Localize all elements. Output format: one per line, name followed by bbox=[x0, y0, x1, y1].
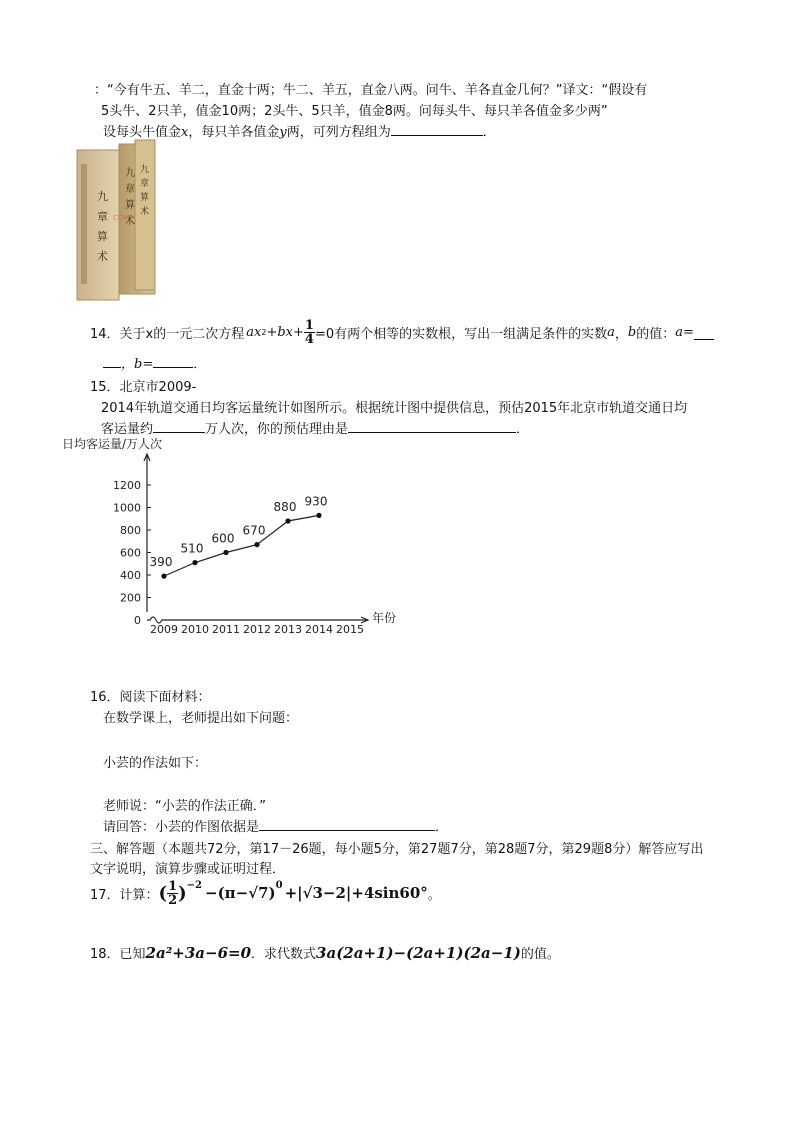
q14-line2: ，b= ． bbox=[103, 353, 206, 372]
x-tick-label: 2010 bbox=[181, 623, 209, 636]
q14-line1: 14．关于x的一元二次方程 ax 2 +bx+ $\frac{1}{4}$ =0有两个相等的实数根，写出一组满足条件的实数 a ， b 的值： a= bbox=[90, 319, 714, 346]
q16-line3: 小芸的作法如下： bbox=[103, 756, 208, 771]
var-x: x bbox=[181, 125, 189, 140]
fraction-one-half: $\frac{1}{2}$ bbox=[168, 878, 178, 908]
svg-text:术: 术 bbox=[97, 250, 108, 263]
svg-text:九: 九 bbox=[125, 168, 135, 179]
data-point bbox=[254, 542, 259, 547]
q16-line2: 在数学课上，老师提出如下问题： bbox=[103, 711, 299, 726]
y-tick-label: 1000 bbox=[113, 501, 141, 515]
q15-line1: 15．北京市2009- bbox=[90, 380, 197, 395]
x-tick-label: 2014 bbox=[305, 623, 333, 636]
section3-line2: 文字说明，演算步骤或证明过程． bbox=[90, 862, 286, 877]
section3-line1: 三、解答题（本题共72分，第17－26题，每小题5分，第27题7分，第28题7分，第29题8分）解答应写出 bbox=[90, 842, 704, 857]
book-watermark: COM bbox=[113, 214, 130, 222]
y-tick-label: 1200 bbox=[113, 479, 141, 492]
y-tick-label: 800 bbox=[120, 524, 141, 537]
q17-line: 17．计算： ( $\frac{1}{2}$ ) $^{-2}$ −(π−√7) $^0$ +|√3−2|+4sin60° 。 bbox=[90, 878, 441, 908]
svg-text:章: 章 bbox=[97, 210, 108, 223]
svg-text:术: 术 bbox=[125, 216, 135, 227]
data-label: 390 bbox=[149, 555, 173, 570]
y-tick-label: 200 bbox=[120, 591, 141, 605]
q15-line3: 客运量约 万人次，你的预估理由是 ． bbox=[101, 418, 529, 437]
svg-text:算: 算 bbox=[140, 193, 150, 203]
svg-text:章: 章 bbox=[125, 184, 135, 195]
data-label: 880 bbox=[273, 500, 297, 514]
q13-line3: 设每头牛值金x，每只羊各值金y两，可列方程组为 ． bbox=[103, 121, 496, 140]
data-label: 600 bbox=[211, 531, 235, 546]
q16-line1: 16．阅读下面材料： bbox=[90, 690, 211, 705]
x-tick-label: 2013 bbox=[274, 623, 302, 636]
q16-line5: 请回答：小芸的作图依据是 ． bbox=[103, 816, 448, 835]
svg-text:算: 算 bbox=[125, 200, 135, 211]
svg-text:术: 术 bbox=[140, 207, 150, 217]
data-point bbox=[285, 518, 290, 523]
answer-blank-16[interactable] bbox=[259, 816, 435, 831]
svg-text:九: 九 bbox=[97, 190, 108, 203]
answer-blank-14b[interactable] bbox=[153, 353, 193, 368]
q16-line4: 老师说：“小芸的作法正确．” bbox=[103, 799, 266, 814]
book-image-jiuzhang-suanshu bbox=[77, 140, 157, 302]
ridership-chart bbox=[62, 436, 408, 642]
q18-line: 18．已知 2a²+3a−6=0 ．求代数式 3a(2a+1)−(2a+1)(2a−1) 的值。 bbox=[90, 943, 560, 962]
data-point bbox=[223, 550, 228, 555]
svg-text:算: 算 bbox=[97, 230, 108, 243]
x-axis-label: 年份 bbox=[372, 611, 397, 625]
answer-blank-13[interactable] bbox=[391, 121, 483, 136]
y-tick-label: 600 bbox=[120, 546, 141, 560]
answer-blank-14a-cont[interactable] bbox=[103, 353, 121, 368]
data-point bbox=[192, 560, 197, 565]
q15-line2: 2014年轨道交通日均客运量统计如图所示。根据统计图中提供信息，预估2015年北京市轨道交通日均 bbox=[101, 401, 688, 416]
answer-blank-15a[interactable] bbox=[153, 418, 205, 433]
data-point bbox=[161, 574, 166, 579]
svg-text:章: 章 bbox=[140, 179, 150, 189]
q13-line2: 5头牛、2只羊，值金10两；2头牛、5只羊，值金8两。问每头牛、每只羊各值金多少两” bbox=[101, 104, 608, 119]
x-tick-label: 2011 bbox=[212, 623, 240, 636]
y-tick-label: 400 bbox=[120, 569, 141, 582]
q13-line1: ：“今有牛五、羊二，直金十两；牛二、羊五，直金八两。问牛、羊各直金几何？”译文：“假设有 bbox=[94, 83, 648, 98]
ridership-chart-svg bbox=[62, 436, 408, 642]
var-y: y bbox=[279, 125, 287, 140]
answer-blank-15b[interactable] bbox=[348, 418, 516, 433]
x-tick-label: 2012 bbox=[243, 623, 271, 636]
data-label: 510 bbox=[180, 541, 204, 556]
answer-blank-14a[interactable] bbox=[694, 325, 714, 340]
svg-text:九: 九 bbox=[140, 165, 150, 175]
data-label: 670 bbox=[242, 523, 266, 538]
x-tick-label: 2015 bbox=[336, 623, 364, 636]
y-axis-label: 日均客运量/万人次 bbox=[62, 437, 163, 451]
data-point bbox=[316, 513, 321, 518]
data-label: 930 bbox=[304, 494, 328, 509]
x-tick-label: 2009 bbox=[150, 623, 178, 636]
fraction-one-quarter: $\frac{1}{4}$ bbox=[304, 318, 314, 347]
y-tick-label: 0 bbox=[134, 614, 141, 627]
